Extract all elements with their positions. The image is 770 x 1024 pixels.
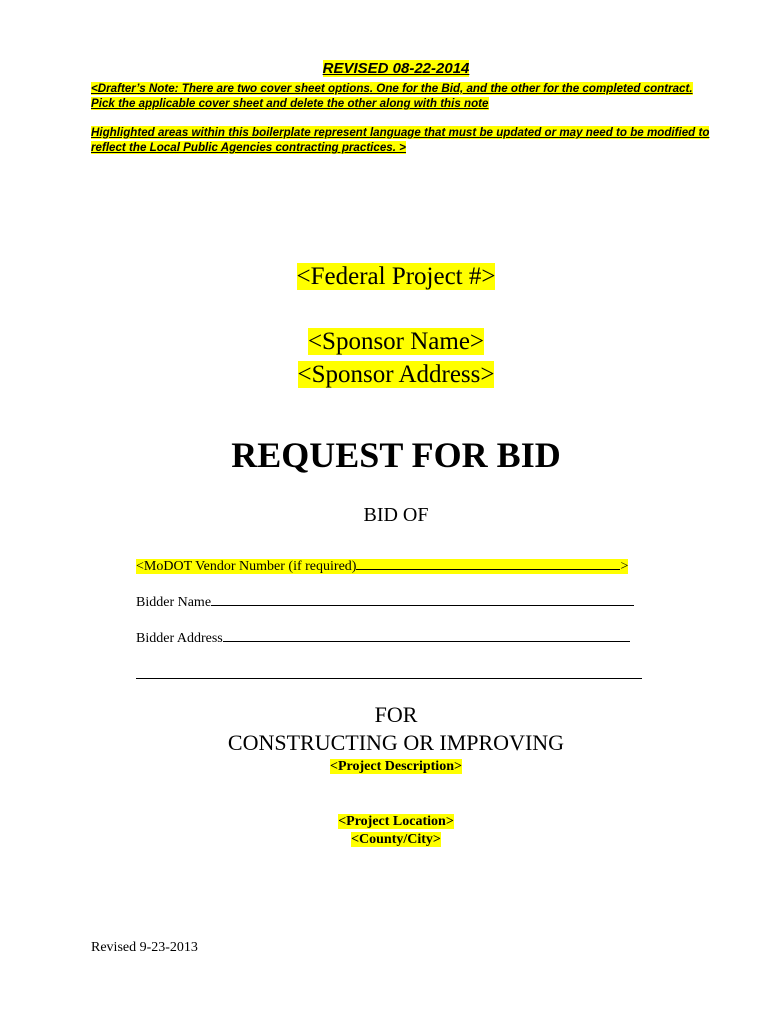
blank-address-line	[136, 678, 642, 679]
bid-of-label: BID OF	[363, 504, 429, 526]
highlight-note: Highlighted areas within this boilerplate represent language that must be updated or may need to be modified to reflect the Local Public Agencies contracting practices. >	[91, 126, 710, 154]
bidder-address-line	[223, 629, 630, 642]
bidder-name-field	[136, 593, 634, 611]
sponsor-name: <Sponsor Name>	[307, 328, 485, 355]
project-location-block	[0, 813, 770, 849]
sponsor-block	[0, 325, 770, 391]
county-city: <County/City>	[351, 832, 441, 847]
purpose-block	[0, 701, 770, 757]
vendor-number-label: <MoDOT Vendor Number (if required) >	[136, 559, 629, 574]
federal-project: <Federal Project #>	[296, 263, 496, 290]
sponsor-address: <Sponsor Address>	[297, 361, 495, 388]
project-location: <Project Location>	[338, 814, 454, 829]
constructing-label: CONSTRUCTING OR IMPROVING	[227, 730, 565, 755]
bidder-address-label: Bidder Address	[136, 631, 223, 646]
for-label: FOR	[374, 702, 418, 727]
vendor-number-field	[136, 557, 628, 575]
footer-revised: Revised 9-23-2013	[91, 940, 198, 955]
drafters-note: <Drafter’s Note: There are two cover sheet options. One for the Bid, and the other for the completed contract. Pick the applicable cover sheet and delete the other along with this note	[91, 82, 693, 110]
bidder-name-line	[211, 593, 634, 606]
bidder-name-label: Bidder Name	[136, 595, 212, 610]
project-description: <Project Description>	[330, 759, 462, 774]
revised-date: REVISED 08-22-2014	[322, 60, 470, 77]
page-title: REQUEST FOR BID	[231, 435, 561, 475]
bidder-address-field	[136, 629, 630, 647]
